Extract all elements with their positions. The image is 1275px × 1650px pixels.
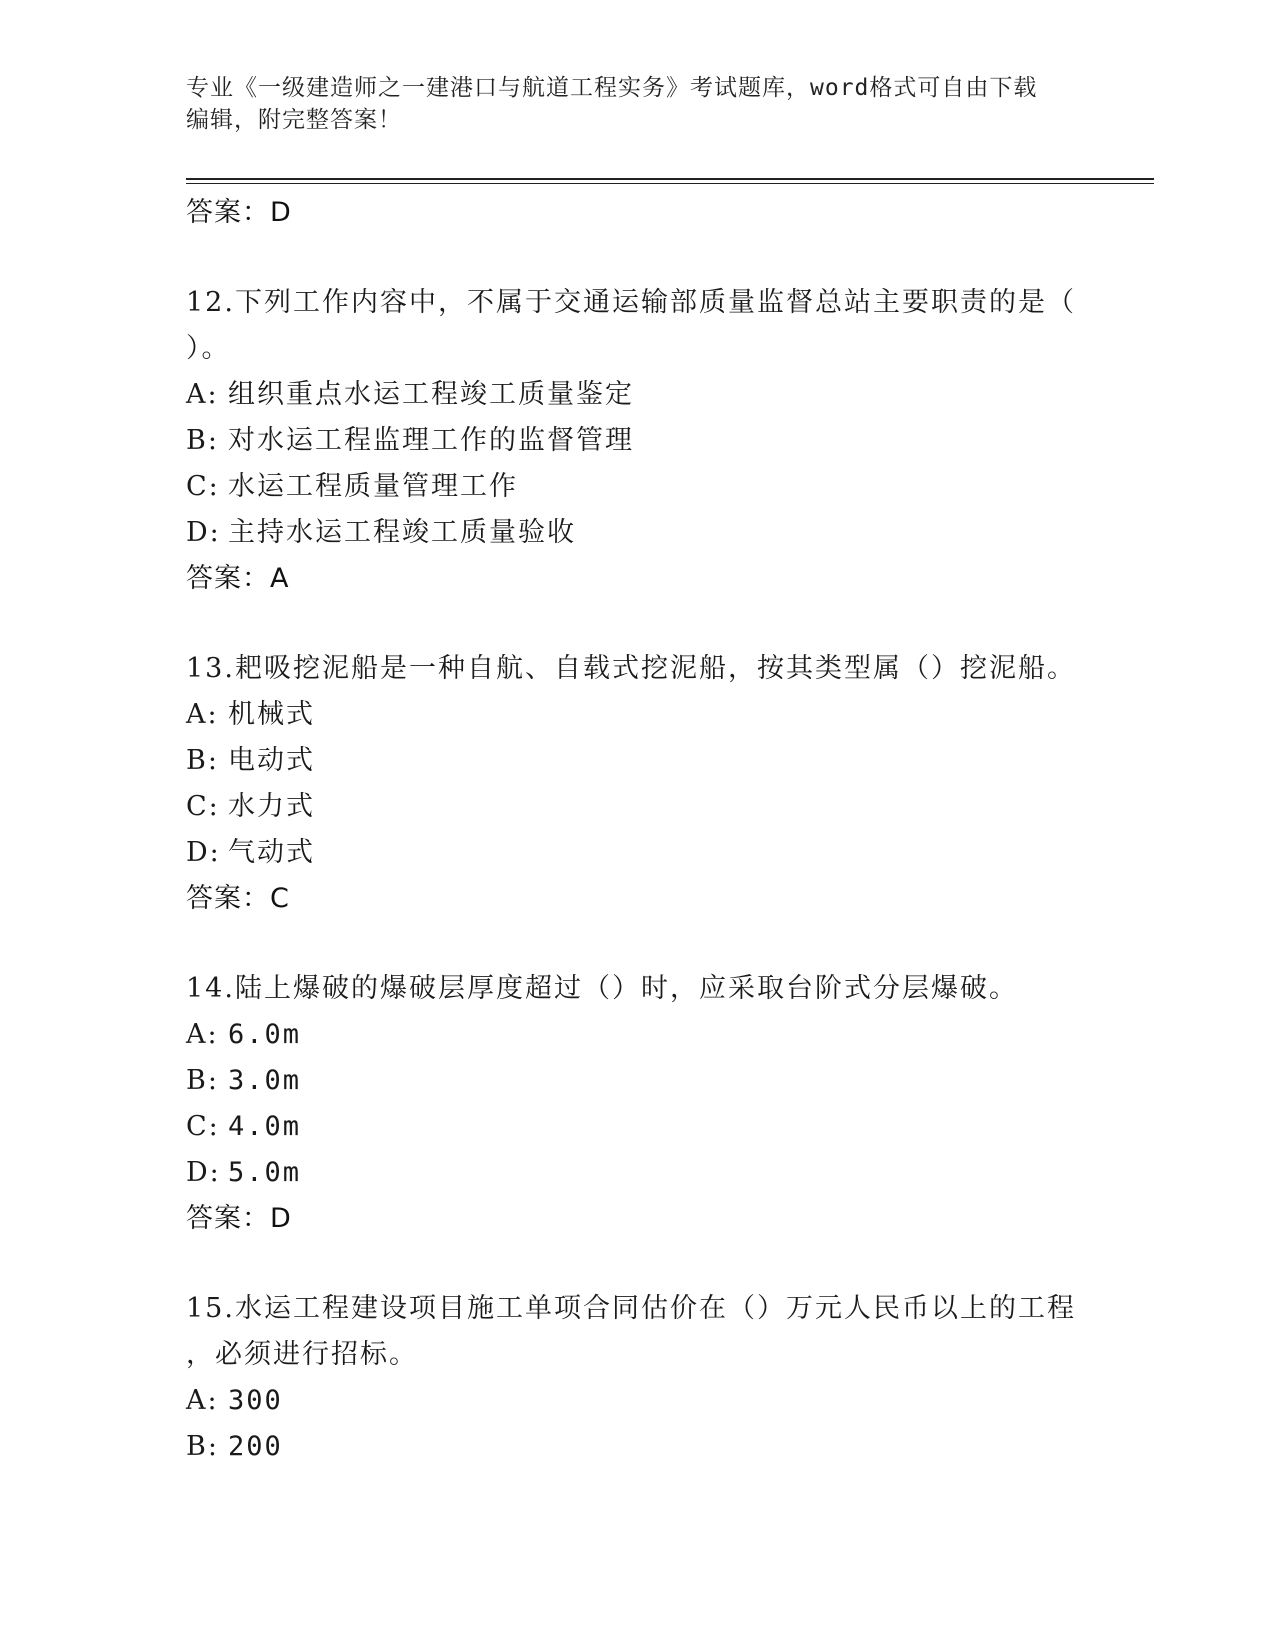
option-text: 4.0m	[228, 1111, 302, 1142]
option-b	[186, 1424, 1086, 1470]
option-text: 300	[228, 1385, 283, 1416]
option-c	[186, 464, 1086, 510]
option-letter: A:	[186, 699, 219, 730]
option-b	[186, 1058, 1086, 1104]
option-text: 200	[228, 1431, 283, 1462]
question-stem	[186, 646, 1086, 692]
header-divider-thick	[186, 178, 1154, 180]
option-text: 水力式	[228, 791, 315, 822]
question-number: 13.	[186, 653, 235, 684]
option-a	[186, 372, 1086, 418]
header-note	[186, 72, 1066, 136]
option-letter: C:	[186, 791, 220, 822]
question-stem	[186, 1286, 1086, 1332]
option-text: 组织重点水运工程竣工质量鉴定	[228, 379, 634, 410]
question-text: 水运工程建设项目施工单项合同估价在（）万元人民币以上的工程	[234, 1293, 1076, 1324]
question-text: 下列工作内容中，不属于交通运输部质量监督总站主要职责的是（	[234, 287, 1076, 318]
option-text: 气动式	[228, 837, 315, 868]
option-c	[186, 784, 1086, 830]
option-text: 3.0m	[228, 1065, 302, 1096]
question-number: 12.	[186, 287, 235, 318]
question-text-continued: ）。	[186, 333, 231, 364]
spacer	[186, 602, 1086, 646]
header-line-2: 编辑，附完整答案！	[186, 107, 402, 133]
answer-line: 答案：A	[186, 563, 290, 594]
question-12	[186, 280, 1086, 602]
option-text: 水运工程质量管理工作	[228, 471, 518, 502]
option-a	[186, 692, 1086, 738]
option-letter: D:	[186, 837, 221, 868]
option-letter: B:	[186, 1431, 219, 1462]
header-divider-thin	[186, 183, 1154, 184]
question-14	[186, 966, 1086, 1242]
option-text: 电动式	[228, 745, 315, 776]
option-text: 5.0m	[228, 1157, 302, 1188]
option-letter: D:	[186, 517, 221, 548]
option-d	[186, 1150, 1086, 1196]
option-text: 机械式	[228, 699, 315, 730]
option-letter: C:	[186, 471, 220, 502]
option-letter: A:	[186, 1019, 219, 1050]
option-a	[186, 1378, 1086, 1424]
option-letter: C:	[186, 1111, 220, 1142]
spacer	[186, 922, 1086, 966]
option-letter: B:	[186, 425, 219, 456]
option-text: 主持水运工程竣工质量验收	[228, 517, 576, 548]
option-letter: D:	[186, 1157, 221, 1188]
option-letter: A:	[186, 1385, 219, 1416]
option-a	[186, 1012, 1086, 1058]
option-d	[186, 510, 1086, 556]
question-13	[186, 646, 1086, 922]
question-number: 15.	[186, 1293, 235, 1324]
spacer	[186, 236, 1086, 280]
option-c	[186, 1104, 1086, 1150]
option-letter: B:	[186, 1065, 219, 1096]
question-text-continued: ，必须进行招标。	[186, 1339, 418, 1370]
question-text: 耙吸挖泥船是一种自航、自载式挖泥船，按其类型属（）挖泥船。	[234, 653, 1076, 684]
option-text: 6.0m	[228, 1019, 302, 1050]
question-text: 陆上爆破的爆破层厚度超过（）时，应采取台阶式分层爆破。	[234, 973, 1018, 1004]
question-15	[186, 1286, 1086, 1470]
question-list	[186, 190, 1086, 1470]
header-line-1: 专业《一级建造师之一建港口与航道工程实务》考试题库，word格式可自由下载	[186, 75, 1038, 101]
option-d	[186, 830, 1086, 876]
answer-line: 答案：D	[186, 1203, 292, 1234]
previous-answer: 答案：D	[186, 197, 292, 228]
option-b	[186, 418, 1086, 464]
answer-line: 答案：C	[186, 883, 290, 914]
option-text: 对水运工程监理工作的监督管理	[228, 425, 634, 456]
question-number: 14.	[186, 973, 235, 1004]
option-letter: B:	[186, 745, 219, 776]
question-stem	[186, 280, 1086, 326]
option-letter: A:	[186, 379, 219, 410]
question-stem	[186, 966, 1086, 1012]
option-b	[186, 738, 1086, 784]
spacer	[186, 1242, 1086, 1286]
